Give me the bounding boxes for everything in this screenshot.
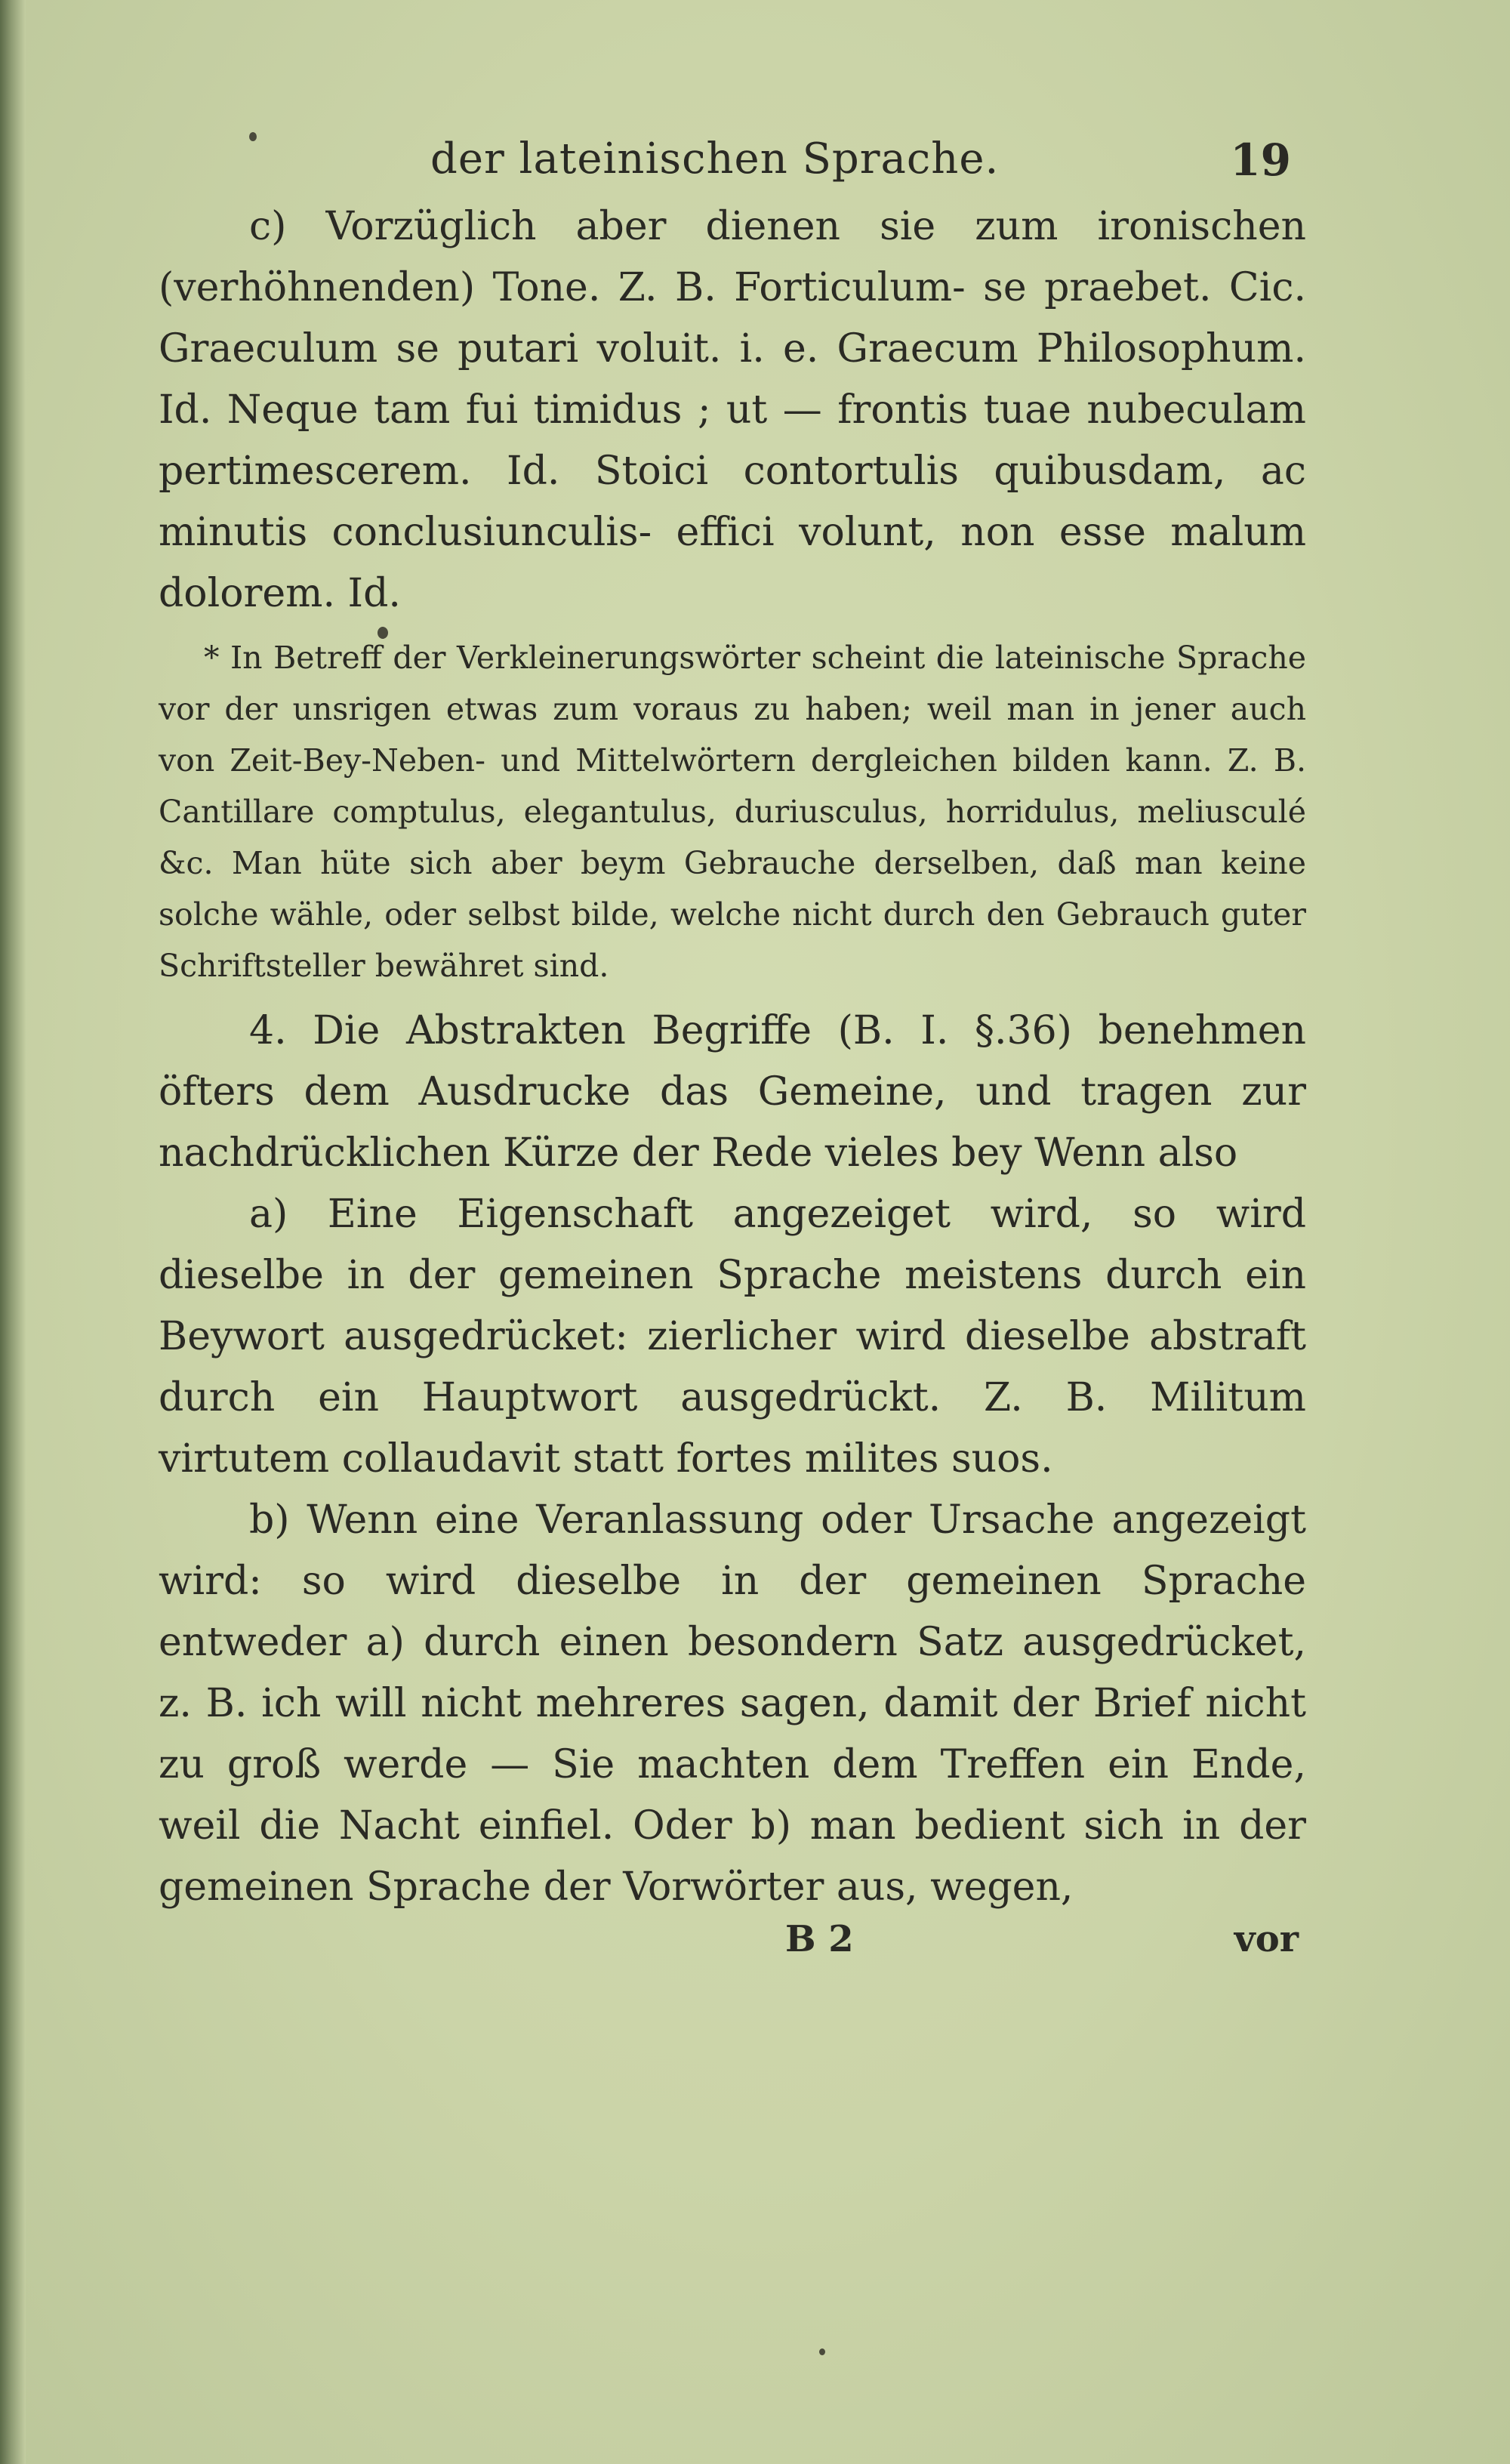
page-header bbox=[159, 113, 1306, 196]
ink-speck bbox=[819, 2348, 825, 2355]
page-content bbox=[159, 113, 1306, 1971]
signature-mark: B 2 bbox=[785, 1918, 854, 1960]
paragraph-a-property: a) Eine Eigenschaft angezeiget wird, so wird dieselbe in der gemeinen Sprache meistens durch ein Beywort ausgedrücket: zierlicher wird dieselbe abstraft durch ein Hauptwort ausgedrückt. Z. B. Militum virtutem collaudavit statt fortes milites suos. bbox=[159, 1192, 1306, 1482]
catchword: vor bbox=[1234, 1918, 1299, 1960]
running-head: der lateinischen Sprache. bbox=[430, 134, 1000, 183]
paragraph-c-ironic-tone: c) Vorzüglich aber dienen sie zum ironischen (verhöhnenden) Tone. Z. B. Forticulum- se praebet. Cic. Graeculum se putari voluit. i. e. Graecum Philosophum. Id. Neque tam fui timidus ; ut — frontis tuae nubeculam pertimescerem. Id. Stoici contortulis quibusdam, ac minutis conclusiunculis- effici volunt, non esse malum dolorem. Id. bbox=[159, 204, 1306, 616]
paragraph-b-cause: b) Wenn eine Veranlassung oder Ursache angezeigt wird: so wird dieselbe in der gemeinen Sprache entweder a) durch einen besondern Satz ausgedrücket, z. B. ich will nicht mehreres sagen, damit der Brief nicht zu groß werde — Sie machten dem Treffen ein Ende, weil die Nacht einfiel. Oder b) man bedient sich in der gemeinen Sprache der Vorwörter aus, wegen, bbox=[159, 1497, 1306, 1910]
paragraph-4-abstract-concepts: 4. Die Abstrakten Begriffe (B. I. §.36) benehmen öfters dem Ausdrucke das Gemeine, und tragen zur nachdrücklichen Kürze der Rede vieles bey Wenn also bbox=[159, 1008, 1306, 1176]
ink-speck bbox=[378, 627, 388, 639]
footnote-diminutives: * In Betreff der Verkleinerungswörter scheint die lateinische Sprache vor der unsrigen etwas zum voraus zu haben; weil man in jener auch von Zeit-Bey-Neben- und Mittelwörtern dergleichen bilden kann. Z. B. Cantillare comptulus, elegantulus, duriusculus, horridulus, meliusculé &c. Man hüte sich aber beym Gebrauche derselben, daß man keine solche wähle, oder selbst bilde, welche nicht durch den Gebrauch guter Schriftsteller bewähret sind. bbox=[159, 640, 1306, 984]
page-number: 19 bbox=[1230, 134, 1291, 186]
book-spine-shadow bbox=[0, 0, 26, 2464]
page-footer bbox=[159, 1918, 1306, 1971]
ink-speck bbox=[249, 132, 257, 141]
